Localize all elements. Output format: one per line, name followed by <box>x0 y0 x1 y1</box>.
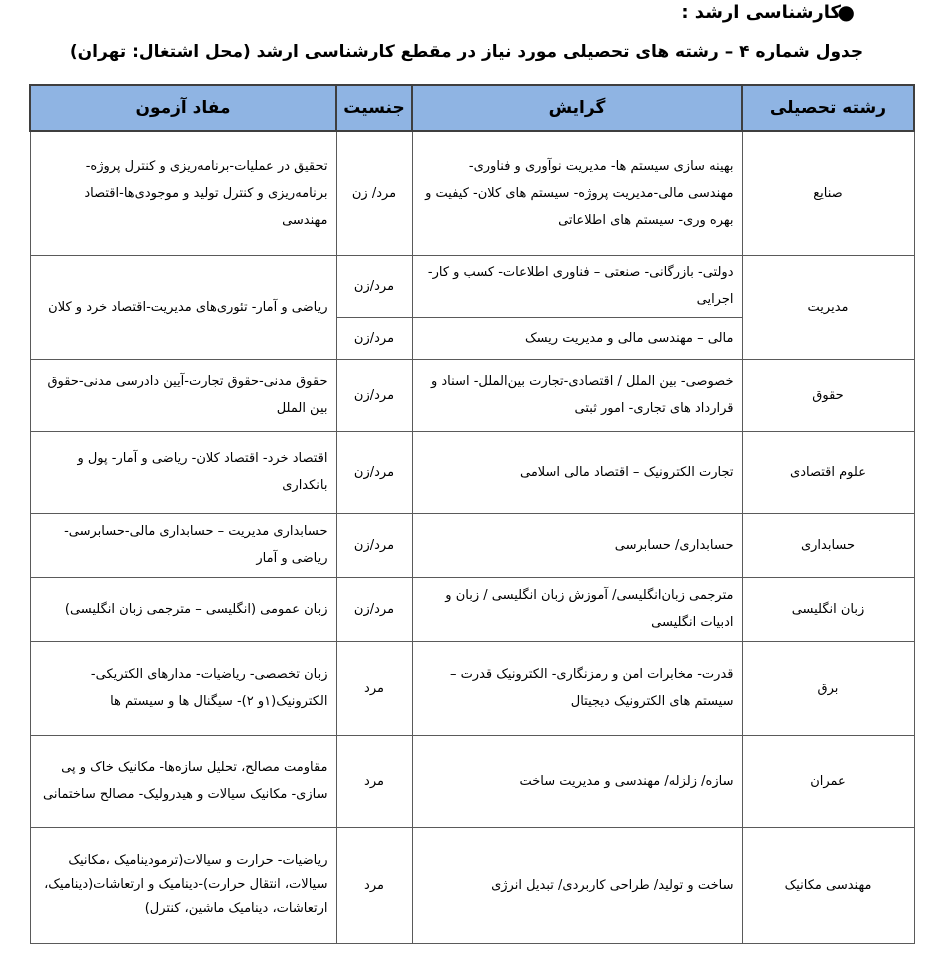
header-exam: مفاد آزمون <box>30 85 336 131</box>
table-row <box>30 577 914 641</box>
field-cell: برق <box>742 641 914 735</box>
field-cell: علوم اقتصادی <box>742 431 914 513</box>
exam-cell: زبان عمومی (انگلیسی – مترجمی زبان انگلیسی) <box>30 577 336 641</box>
bullet-icon: ● <box>837 0 855 24</box>
header-trend: گرایش <box>412 85 742 131</box>
gender-cell: مرد/زن <box>336 513 412 577</box>
field-cell: صنایع <box>742 131 914 255</box>
field-cell: حقوق <box>742 359 914 431</box>
trend-cell: تجارت الکترونیک – اقتصاد مالی اسلامی <box>412 431 742 513</box>
trend-cell: مترجمی زبان‌انگلیسی/ آموزش زبان انگلیسی / زبان و ادبیات انگلیسی <box>412 577 742 641</box>
trend-cell: خصوصی- بین الملل / اقتصادی-تجارت بین‌الملل- اسناد و قرارداد های تجاری- امور ثبتی <box>412 359 742 431</box>
majors-table <box>29 84 915 944</box>
gender-cell: مرد <box>336 641 412 735</box>
trend-cell: دولتی- بازرگانی- صنعتی – فناوری اطلاعات- کسب و کار- اجرایی <box>412 255 742 317</box>
gender-cell: مرد/زن <box>336 255 412 317</box>
section-heading: کارشناسی ارشد : <box>681 2 841 23</box>
gender-cell: مرد/زن <box>336 577 412 641</box>
gender-cell: مرد <box>336 827 412 943</box>
exam-cell: زبان تخصصی- ریاضیات- مدارهای الکتریکی- الکترونیک(۱و ۲)- سیگنال ها و سیستم ها <box>30 641 336 735</box>
trend-cell: ساخت و تولید/ طراحی کاربردی/ تبدیل انرژی <box>412 827 742 943</box>
table-caption: جدول شماره ۴ – رشته های تحصیلی مورد نیاز در مقطع کارشناسی ارشد (محل اشتغال: تهران) <box>69 42 864 62</box>
gender-cell: مرد/زن <box>336 431 412 513</box>
header-gender: جنسیت <box>336 85 412 131</box>
exam-cell: مقاومت مصالح، تحلیل سازه‌ها- مکانیک خاک و پی سازی- مکانیک سیالات و هیدرولیک- مصالح ساختمانی <box>30 735 336 827</box>
field-cell: عمران <box>742 735 914 827</box>
exam-cell: تحقیق در عملیات-برنامه‌ریزی و کنترل پروژه-برنامه‌ریزی و کنترل تولید و موجودی‌ها-اقتصاد مهندسی <box>30 131 336 255</box>
gender-cell: مرد/ زن <box>336 131 412 255</box>
table-row <box>30 513 914 577</box>
table-row <box>30 359 914 431</box>
table-row <box>30 131 914 255</box>
field-cell: مدیریت <box>742 255 914 359</box>
gender-cell: مرد <box>336 735 412 827</box>
trend-cell: بهینه سازی سیستم ها- مدیریت نوآوری و فناوری- مهندسی مالی-مدیریت پروژه- سیستم های کلان- کیفیت و بهره وری- سیستم های اطلاعاتی <box>412 131 742 255</box>
table-row <box>30 641 914 735</box>
field-cell: زبان انگلیسی <box>742 577 914 641</box>
exam-cell: حسابداری مدیریت – حسابداری مالی-حسابرسی-ریاضی و آمار <box>30 513 336 577</box>
table-header-row <box>30 85 914 131</box>
field-cell: مهندسی مکانیک <box>742 827 914 943</box>
exam-cell: حقوق مدنی-حقوق تجارت-آیین دادرسی مدنی-حقوق بین الملل <box>30 359 336 431</box>
table-row <box>30 255 914 317</box>
table-row <box>30 735 914 827</box>
header-field: رشته تحصیلی <box>742 85 914 131</box>
table-row <box>30 431 914 513</box>
exam-cell: ریاضی و آمار- تئوری‌های مدیریت-اقتصاد خرد و کلان <box>30 255 336 359</box>
trend-cell: سازه/ زلزله/ مهندسی و مدیریت ساخت <box>412 735 742 827</box>
trend-cell: قدرت- مخابرات امن و رمزنگاری- الکترونیک قدرت – سیستم های الکترونیک دیجیتال <box>412 641 742 735</box>
exam-cell: اقتصاد خرد- اقتصاد کلان- ریاضی و آمار- پول و بانکداری <box>30 431 336 513</box>
field-cell: حسابداری <box>742 513 914 577</box>
gender-cell: مرد/زن <box>336 317 412 359</box>
gender-cell: مرد/زن <box>336 359 412 431</box>
trend-cell: حسابداری/ حسابرسی <box>412 513 742 577</box>
table-row <box>30 827 914 943</box>
trend-cell: مالی – مهندسی مالی و مدیریت ریسک <box>412 317 742 359</box>
exam-cell: ریاضیات- حرارت و سیالات(ترمودینامیک ،مکانیک سیالات، انتقال حرارت)-دینامیک و ارتعاشات(دینامیک، ارتعاشات، دینامیک ماشین، کنترل) <box>30 827 336 943</box>
